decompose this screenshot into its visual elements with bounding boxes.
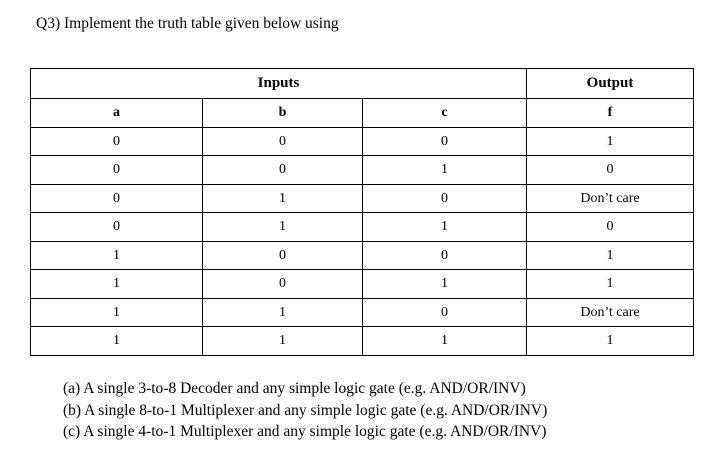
table-row (31, 298, 694, 327)
cell-b: 1 (203, 298, 363, 327)
column-header-f: f (527, 99, 694, 128)
cell-b: 1 (203, 184, 363, 213)
cell-a: 1 (31, 298, 203, 327)
table-row (31, 184, 694, 213)
cell-b: 1 (203, 327, 363, 356)
inputs-header: Inputs (31, 69, 527, 99)
column-header-a: a (31, 99, 203, 128)
cell-c: 0 (363, 184, 527, 213)
cell-c: 1 (363, 327, 527, 356)
table-row (31, 127, 694, 156)
cell-f: 1 (527, 127, 694, 156)
cell-a: 1 (31, 270, 203, 299)
cell-b: 0 (203, 127, 363, 156)
cell-f: Don’t care (527, 184, 694, 213)
cell-f: 1 (527, 327, 694, 356)
question-parts-list (63, 378, 547, 443)
cell-f: 0 (527, 213, 694, 242)
cell-f: 0 (527, 156, 694, 185)
truth-table-body (31, 127, 694, 355)
cell-c: 1 (363, 270, 527, 299)
part-b: (b) A single 8-to-1 Multiplexer and any simple logic gate (e.g. AND/OR/INV) (63, 401, 548, 419)
table-row (31, 327, 694, 356)
cell-b: 1 (203, 213, 363, 242)
cell-c: 1 (363, 213, 527, 242)
cell-a: 1 (31, 327, 203, 356)
table-row (31, 213, 694, 242)
cell-c: 0 (363, 241, 527, 270)
cell-b: 0 (203, 156, 363, 185)
cell-a: 0 (31, 127, 203, 156)
table-row (31, 270, 694, 299)
cell-b: 0 (203, 270, 363, 299)
cell-f: Don’t care (527, 298, 694, 327)
column-header-c: c (363, 99, 527, 128)
cell-f: 1 (527, 241, 694, 270)
table-row (31, 156, 694, 185)
cell-f: 1 (527, 270, 694, 299)
question-title: Q3) Implement the truth table given below using (36, 15, 339, 32)
cell-a: 0 (31, 184, 203, 213)
cell-c: 0 (363, 298, 527, 327)
cell-a: 1 (31, 241, 203, 270)
column-header-b: b (203, 99, 363, 128)
output-header: Output (527, 69, 694, 99)
part-a: (a) A single 3-to-8 Decoder and any simple logic gate (e.g. AND/OR/INV) (63, 380, 526, 397)
cell-b: 0 (203, 241, 363, 270)
truth-table (30, 68, 694, 356)
variable-header-row (31, 99, 694, 128)
cell-c: 1 (363, 156, 527, 185)
part-c: (c) A single 4-to-1 Multiplexer and any simple logic gate (e.g. AND/OR/INV) (63, 423, 547, 440)
truth-table-header (31, 69, 694, 128)
cell-a: 0 (31, 156, 203, 185)
table-row (31, 241, 694, 270)
cell-c: 0 (363, 127, 527, 156)
group-header-row (31, 69, 694, 99)
cell-a: 0 (31, 213, 203, 242)
